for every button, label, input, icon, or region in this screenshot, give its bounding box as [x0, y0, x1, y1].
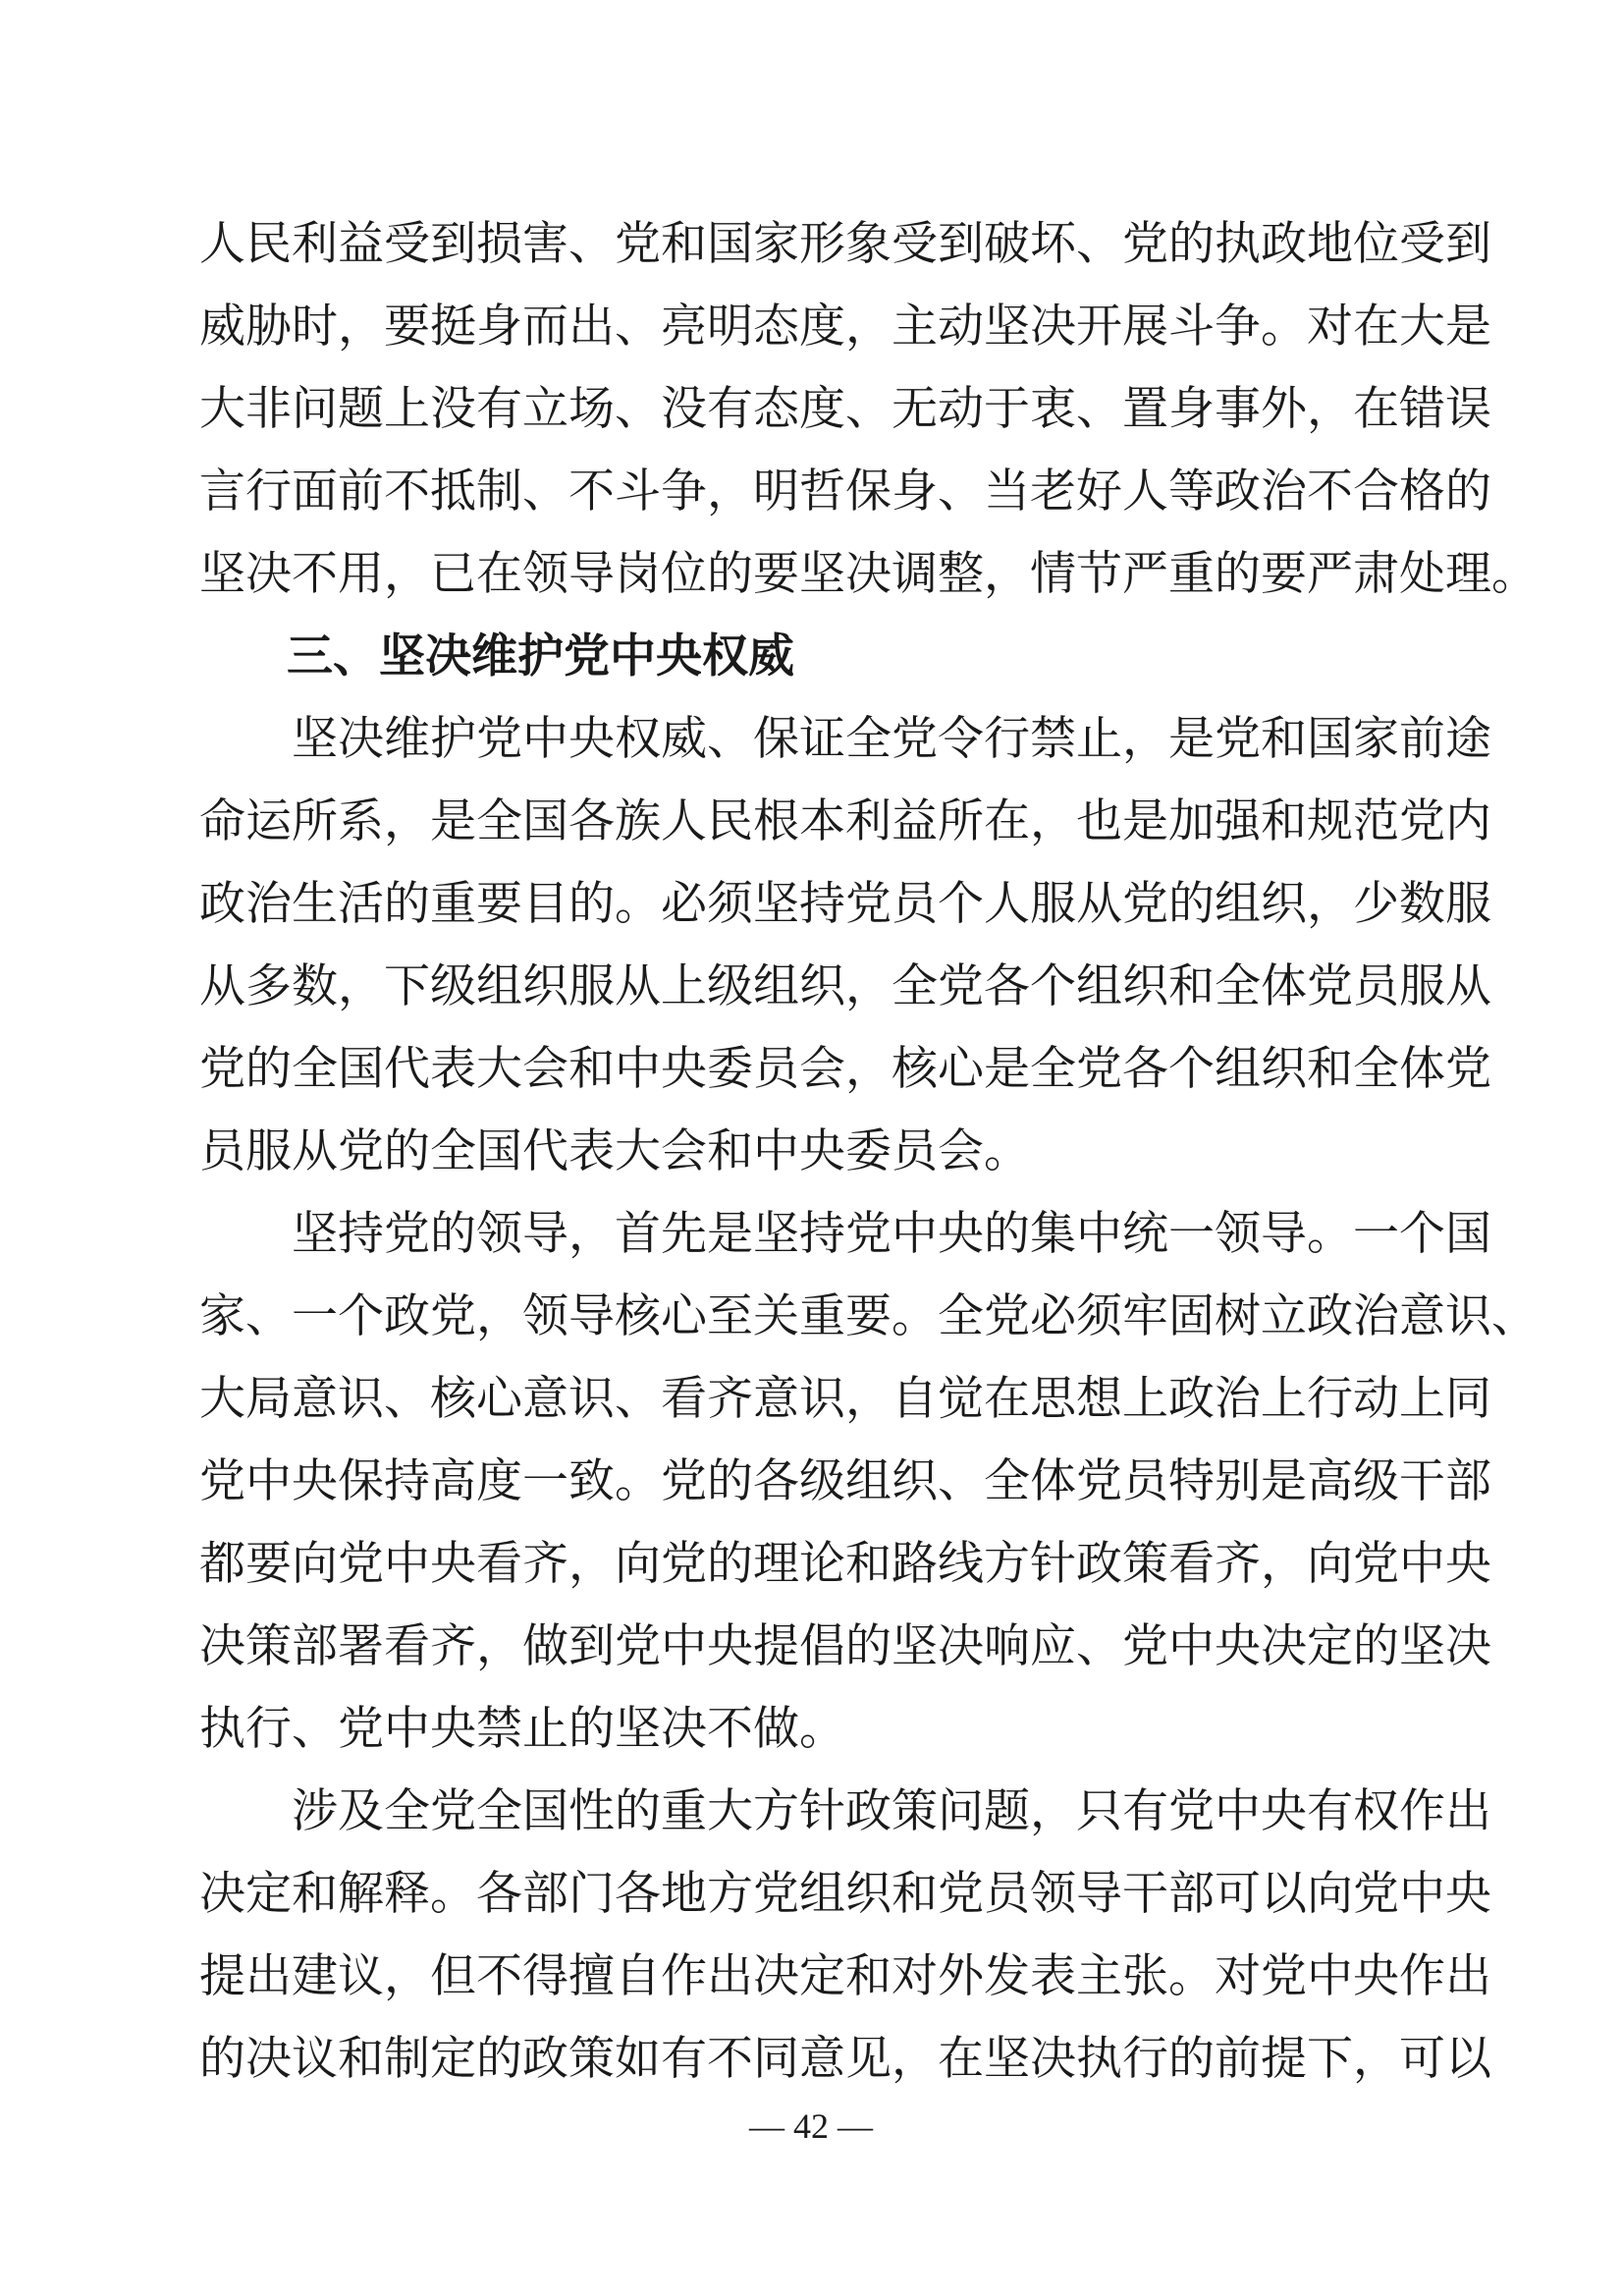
paragraph-first-line: 坚决维护党中央权威、保证全党令行禁止，是党和国家前途 — [292, 712, 1491, 766]
body-line: 言行面前不抵制、不斗争，明哲保身、当老好人等政治不合格的 — [199, 465, 1491, 519]
body-line: 的决议和制定的政策如有不同意见，在坚决执行的前提下，可以 — [199, 2032, 1491, 2086]
paragraph-last-line: 执行、党中央禁止的坚决不做。 — [199, 1702, 845, 1756]
body-line: 都要向党中央看齐，向党的理论和路线方针政策看齐，向党中央 — [199, 1537, 1491, 1591]
body-line: 大非问题上没有立场、没有态度、无动于衷、置身事外，在错误 — [199, 382, 1491, 436]
paragraph-first-line: 涉及全党全国性的重大方针政策问题，只有党中央有权作出 — [292, 1784, 1491, 1838]
section-heading: 三、坚决维护党中央权威 — [287, 629, 794, 683]
paragraph-first-line: 坚持党的领导，首先是坚持党中央的集中统一领导。一个国 — [292, 1207, 1491, 1261]
body-line: 决策部署看齐，做到党中央提倡的坚决响应、党中央决定的坚决 — [199, 1619, 1491, 1673]
body-line: 命运所系，是全国各族人民根本利益所在，也是加强和规范党内 — [199, 794, 1491, 848]
body-line: 提出建议，但不得擅自作出决定和对外发表主张。对党中央作出 — [199, 1949, 1491, 2003]
body-line: 家、一个政党，领导核心至关重要。全党必须牢固树立政治意识、 — [199, 1289, 1538, 1343]
body-line: 大局意识、核心意识、看齐意识，自觉在思想上政治上行动上同 — [199, 1372, 1491, 1426]
body-line: 政治生活的重要目的。必须坚持党员个人服从党的组织，少数服 — [199, 877, 1491, 931]
body-line: 党的全国代表大会和中央委员会，核心是全党各个组织和全体党 — [199, 1042, 1491, 1096]
body-line: 人民利益受到损害、党和国家形象受到破坏、党的执政地位受到 — [199, 217, 1491, 271]
paragraph-last-line: 员服从党的全国代表大会和中央委员会。 — [199, 1124, 1030, 1178]
page-number: — 42 — — [749, 2106, 873, 2146]
body-line: 从多数，下级组织服从上级组织，全党各个组织和全体党员服从 — [199, 959, 1491, 1013]
body-line: 威胁时，要挺身而出、亮明态度，主动坚决开展斗争。对在大是 — [199, 300, 1491, 354]
body-line: 决定和解释。各部门各地方党组织和党员领导干部可以向党中央 — [199, 1867, 1491, 1921]
body-line: 党中央保持高度一致。党的各级组织、全体党员特别是高级干部 — [199, 1454, 1491, 1508]
body-line: 坚决不用，已在领导岗位的要坚决调整，情节严重的要严肃处理。 — [199, 547, 1538, 601]
